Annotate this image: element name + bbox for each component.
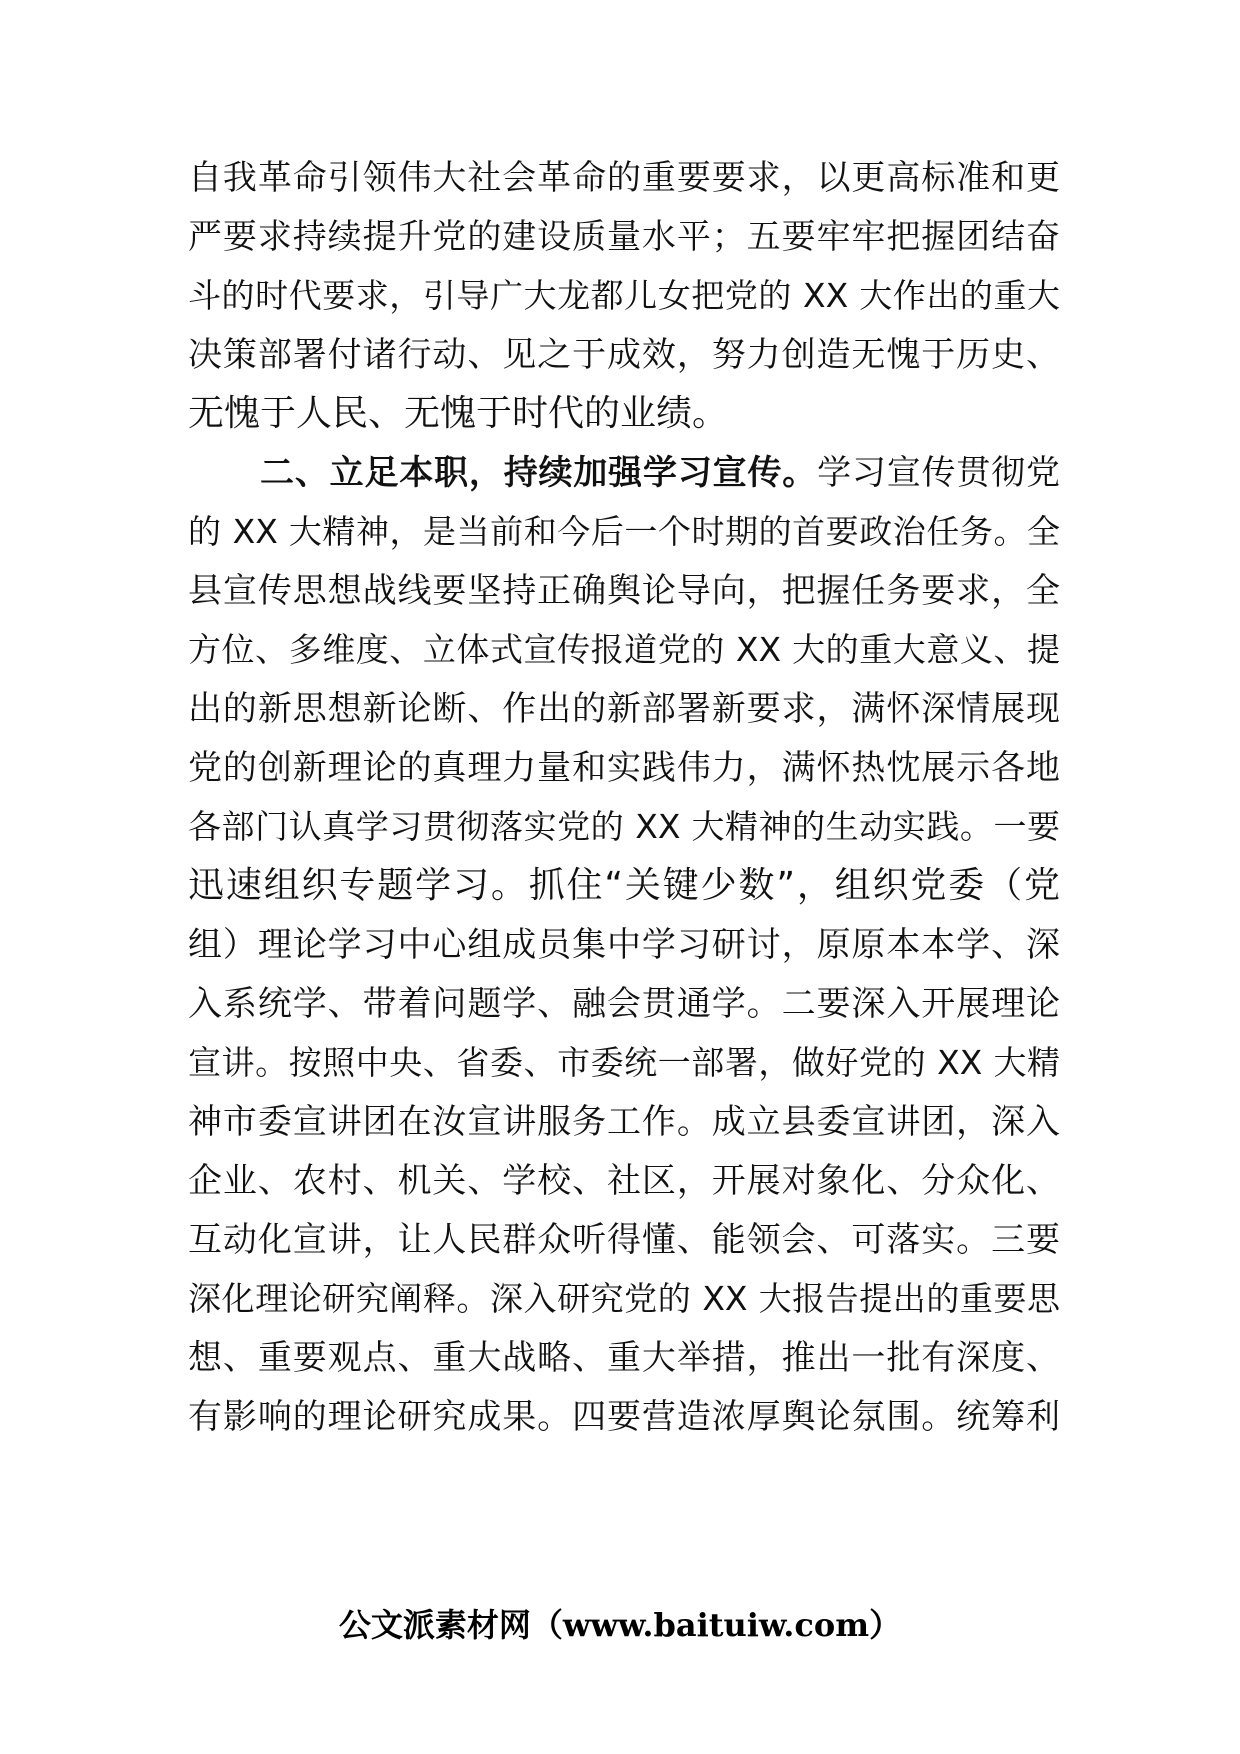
paragraph-line: 党的创新理论的真理力量和实践伟力，满怀热忱展示各地	[188, 748, 1060, 788]
paragraph-line: 方位、多维度、立体式宣传报道党的 XX 大的重大意义、提	[188, 630, 1060, 669]
paragraph-line: 企业、农村、机关、学校、社区，开展对象化、分众化、	[188, 1161, 1060, 1201]
section-heading: 二、立足本职，持续加强学习宣传。	[260, 453, 818, 493]
paragraph-line: 各部门认真学习贯彻落实党的 XX 大精神的生动实践。一要	[188, 807, 1060, 846]
paragraph-line: 想、重要观点、重大战略、重大举措，推出一批有深度、	[188, 1338, 1060, 1378]
paragraph-line: 斗的时代要求，引导广大龙都儿女把党的 XX 大作出的重大	[188, 276, 1060, 315]
paragraph-line: 互动化宣讲，让人民群众听得懂、能领会、可落实。三要	[188, 1220, 1060, 1260]
paragraph-line: 迅速组织专题学习。抓住“关键少数”，组织党委（党	[188, 865, 1060, 906]
paragraph-line: 自我革命引领伟大社会革命的重要要求，以更高标准和更	[188, 158, 1060, 198]
paragraph-line: 入系统学、带着问题学、融会贯通学。二要深入开展理论	[188, 984, 1060, 1024]
paragraph-line: 神市委宣讲团在汝宣讲服务工作。成立县委宣讲团，深入	[188, 1102, 1060, 1142]
section-first-line-text: 学习宣传贯彻党	[817, 453, 1061, 493]
paragraph-line: 宣讲。按照中央、省委、市委统一部署，做好党的 XX 大精	[188, 1043, 1060, 1082]
footer-watermark: 公文派素材网（www.baituiw.com）	[338, 1606, 902, 1644]
paragraph-line: 有影响的理论研究成果。四要营造浓厚舆论氛围。统筹利	[188, 1397, 1060, 1437]
section-heading-line	[260, 441, 1060, 505]
paragraph-line: 深化理论研究阐释。深入研究党的 XX 大报告提出的重要思	[188, 1279, 1060, 1318]
paragraph-line: 组）理论学习中心组成员集中学习研讨，原原本本学、深	[188, 925, 1060, 965]
paragraph-line: 县宣传思想战线要坚持正确舆论导向，把握任务要求，全	[188, 571, 1060, 611]
paragraph-line: 出的新思想新论断、作出的新部署新要求，满怀深情展现	[188, 689, 1060, 729]
paragraph-line: 无愧于人民、无愧于时代的业绩。	[188, 393, 729, 434]
paragraph-line: 决策部署付诸行动、见之于成效，努力创造无愧于历史、	[188, 335, 1060, 375]
paragraph-line: 严要求持续提升党的建设质量水平；五要牢牢把握团结奋	[188, 217, 1060, 257]
paragraph-line: 的 XX 大精神，是当前和今后一个时期的首要政治任务。全	[188, 512, 1060, 551]
